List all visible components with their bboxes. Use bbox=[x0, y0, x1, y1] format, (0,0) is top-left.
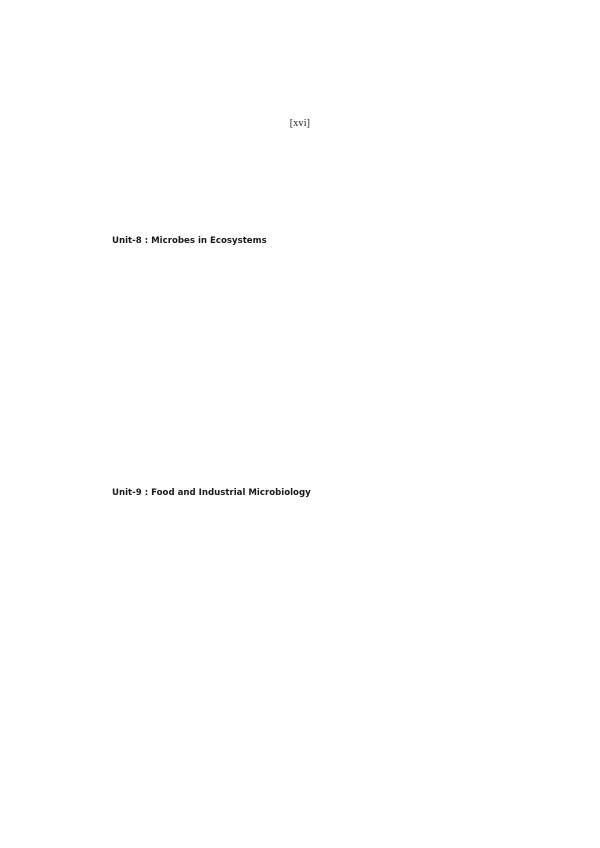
toc-entry[interactable] bbox=[112, 698, 507, 710]
unit9-entry-list bbox=[112, 501, 507, 710]
unit-title: Unit-8 : Microbes in Ecosystems bbox=[112, 236, 267, 247]
unit-title: Unit-9 : Food and Industrial Microbiology bbox=[112, 488, 311, 499]
page-number: [xvi] bbox=[289, 118, 311, 129]
toc-page-number bbox=[122, 0, 600, 710]
table-of-contents bbox=[112, 149, 507, 710]
